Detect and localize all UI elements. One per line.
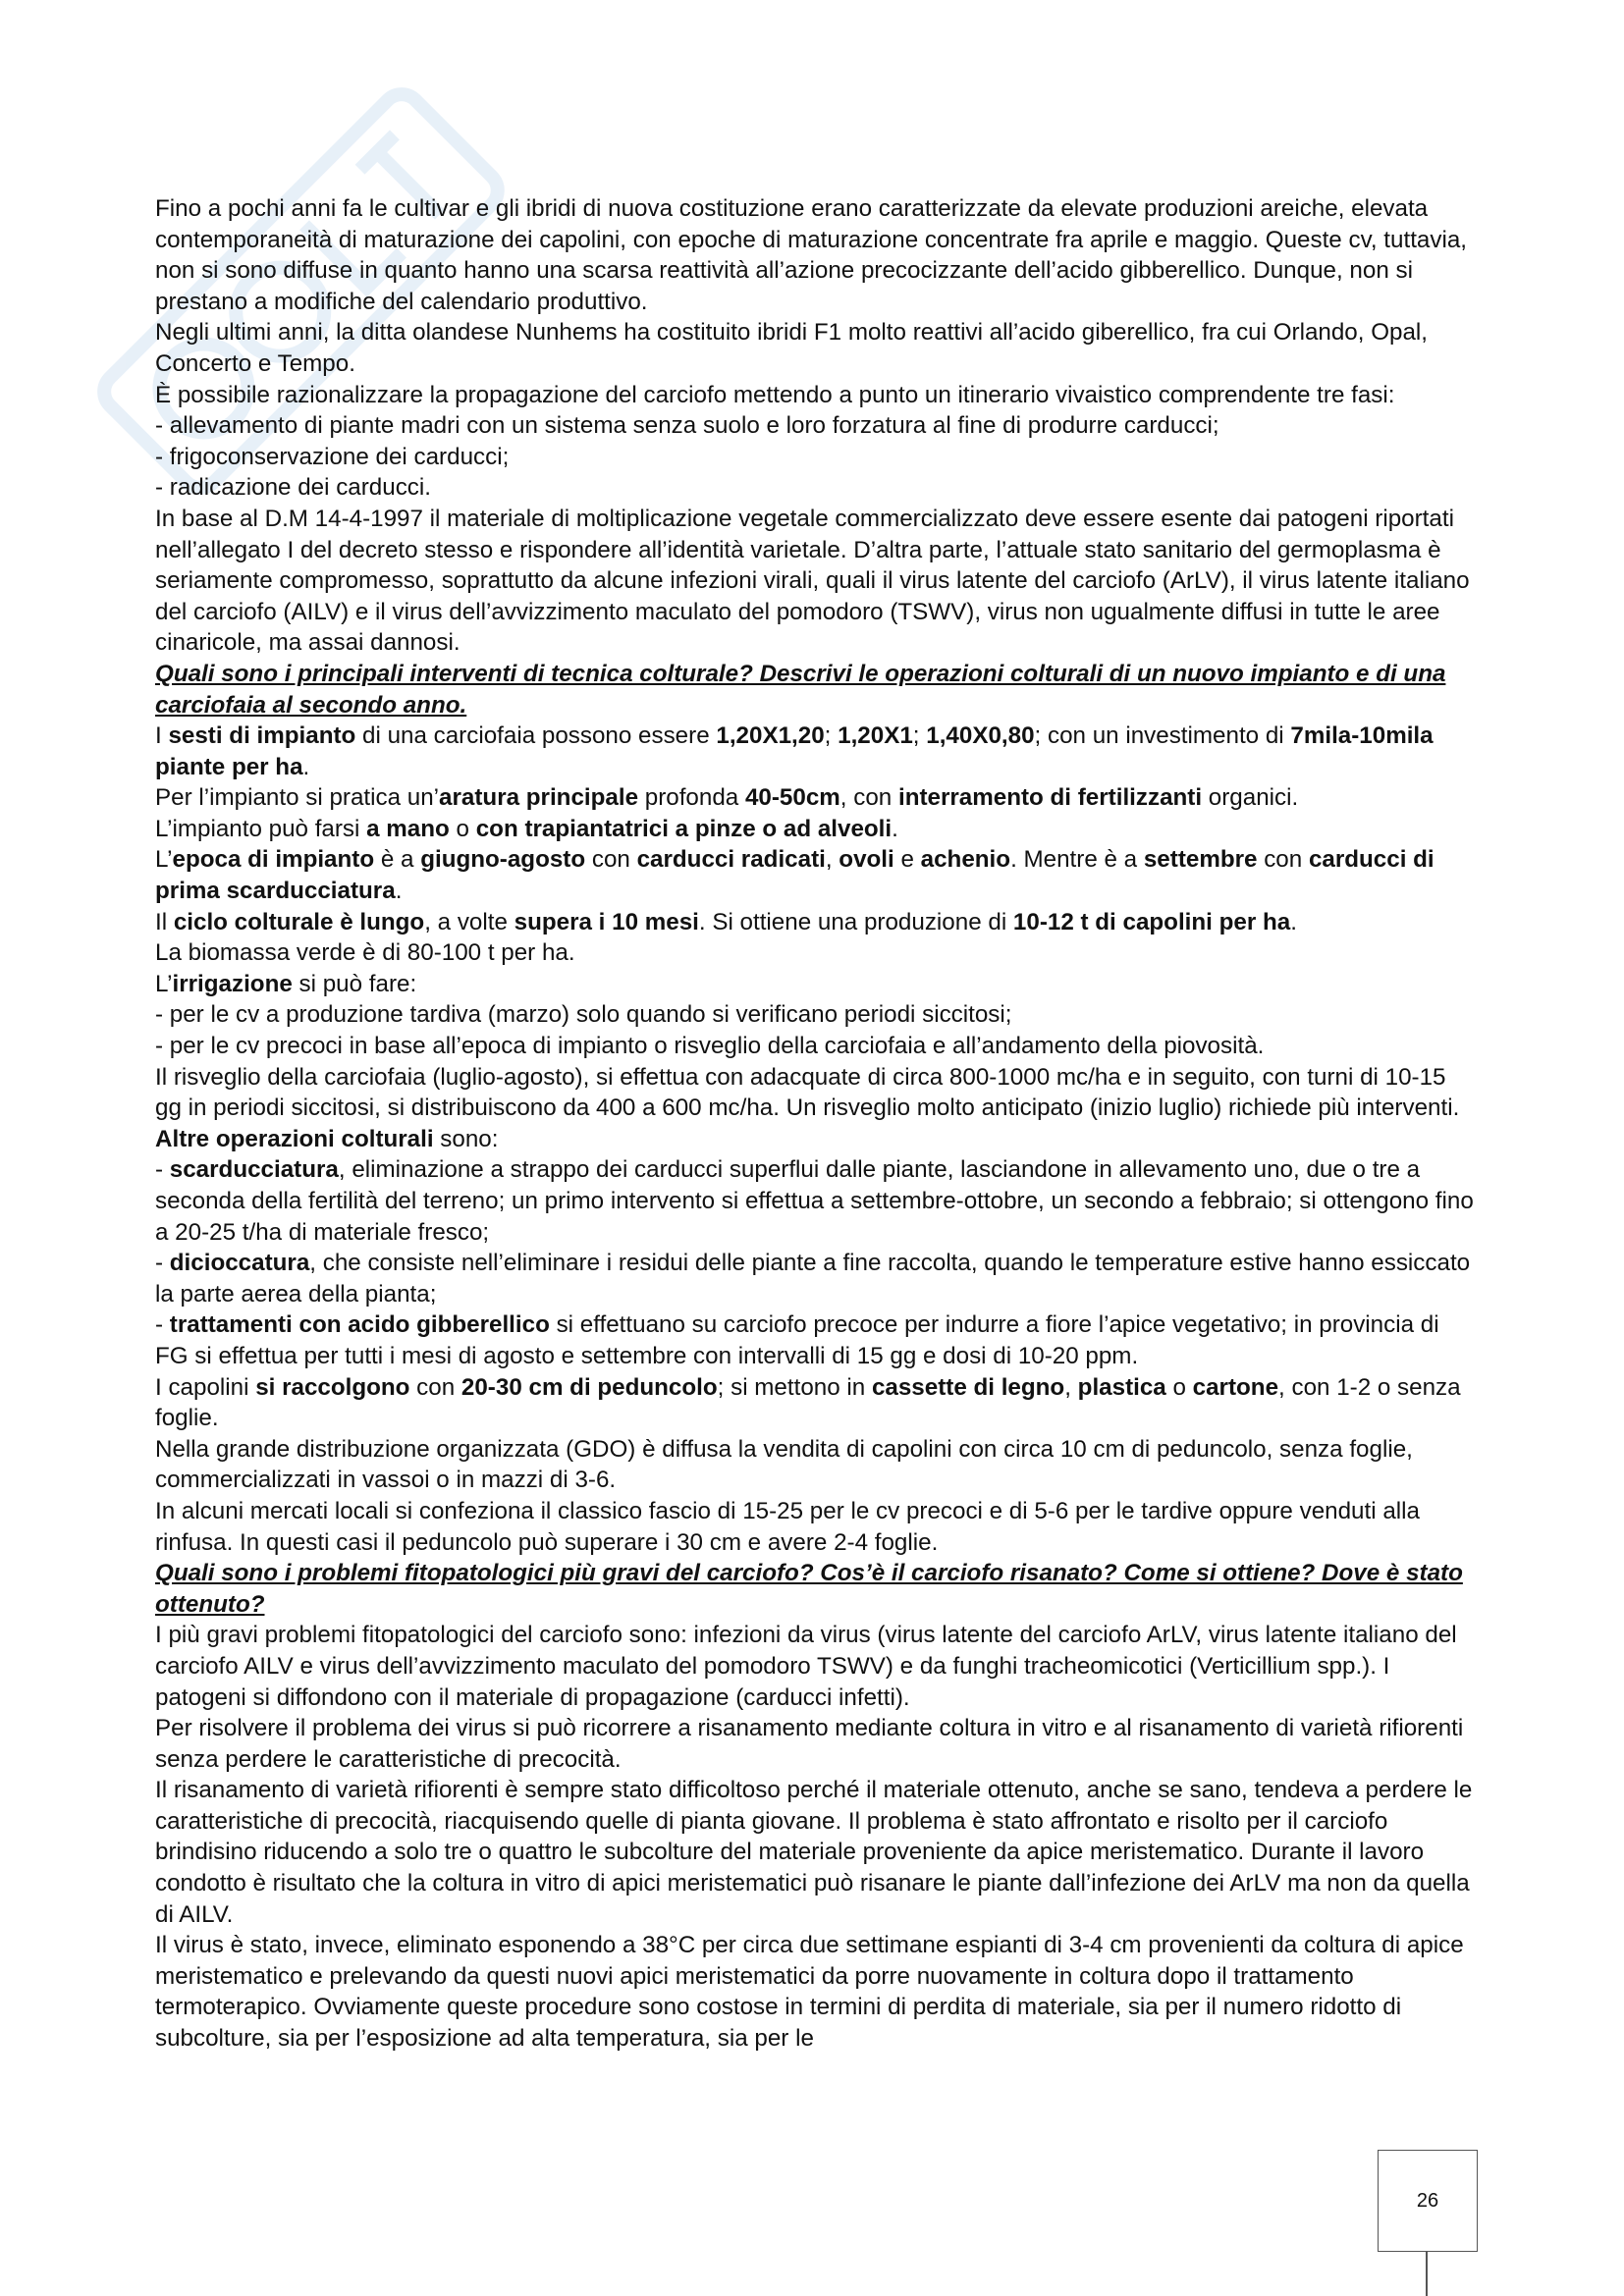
paragraph: È possibile razionalizzare la propagazione del carciofo mettendo a punto un itinerario vivaistico comprendente tre fasi: (155, 381, 1395, 408)
ciclo-paragraph: Il ciclo colturale è lungo, a volte supera i 10 mesi. Si ottiene una produzione di 10-12 t di capolini per ha. (155, 908, 1297, 935)
list-item: - scarducciatura, eliminazione a strappo dei carducci superflui dalle piante, lasciandone in allevamento uno, due o tre a seconda della fertilità del terreno; un primo intervento si effettua a settembre-ottobre, un secondo a febbraio; si ottengono fino a 20-25 t/ha di materiale fresco; (155, 1156, 1474, 1246)
sesti-paragraph: I sesti di impianto di una carciofaia possono essere 1,20X1,20; 1,20X1; 1,40X0,80; con un investimento di 7mila-10mila piante per ha. (155, 722, 1434, 780)
list-item: - allevamento di piante madri con un sistema senza suolo e loro forzatura al fine di produrre carducci; (155, 412, 1219, 440)
paragraph: Il risanamento di varietà rifiorenti è sempre stato difficoltoso perché il materiale ottenuto, anche se sano, tendeva a perdere le caratteristiche di precocità, riacquisendo quelle di pianta giovane. Il problema è stato affrontato e risolto per il carciofo brindisino riducendo a solo tre o quattro le subcolture del materiale proveniente da apice meristematico. Durante il lavoro condotto è risultato che la coltura in vitro di apici meristematici può risanare le piante dall’infezione dei ArLV ma non da quella di AILV. (155, 1777, 1473, 1928)
paragraph: Per risolvere il problema dei virus si può ricorrere a risanamento mediante coltura in vitro e al risanamento di varietà rifiorenti senza perdere le caratteristiche di precocità. (155, 1715, 1464, 1773)
list-item: - per le cv precoci in base all’epoca di impianto o risveglio della carciofaia e all’andamento della piovosità. (155, 1033, 1265, 1060)
irrigazione-paragraph: L’irrigazione si può fare: (155, 970, 417, 997)
impianto-paragraph: L’impianto può farsi a mano o con trapiantatrici a pinze o ad alveoli. (155, 815, 898, 842)
paragraph: Negli ultimi anni, la ditta olandese Nunhems ha costituito ibridi F1 molto reattivi all’acido giberellico, fra cui Orlando, Opal, Concerto e Tempo. (155, 319, 1429, 377)
page-number: 26 (1416, 2189, 1439, 2212)
altre-heading: Altre operazioni colturali sono: (155, 1125, 499, 1152)
list-item: - frigoconservazione dei carducci; (155, 443, 510, 470)
list-item: - trattamenti con acido gibberellico si effettuano su carciofo precoce per indurre a fiore l’apice vegetativo; in provincia di FG si effettua per tutti i mesi di agosto e settembre con intervalli di 15 gg e dosi di 10-20 ppm. (155, 1311, 1439, 1369)
list-item: - dicioccatura, che consiste nell’eliminare i residui delle piante a fine raccolta, quando le temperature estive hanno essiccato la parte aerea della pianta; (155, 1250, 1471, 1308)
aratura-paragraph: Per l’impianto si pratica un’aratura principale profonda 40-50cm, con interramento di fertilizzanti organici. (155, 784, 1299, 812)
paragraph: Nella grande distribuzione organizzata (GDO) è diffusa la vendita di capolini con circa 10 cm di peduncolo, senza foglie, commercializzati in vassoi o in mazzi di 3-6. (155, 1435, 1413, 1494)
list-item: - radicazione dei carducci. (155, 474, 431, 502)
question-heading: Quali sono i problemi fitopatologici più gravi del carciofo? Cos’è il carciofo risanato? Come si ottiene? Dove è stato ottenuto? (155, 1560, 1463, 1618)
capolini-paragraph: I capolini si raccolgono con 20-30 cm di peduncolo; si mettono in cassette di legno, plastica o cartone, con 1-2 o senza foglie. (155, 1373, 1461, 1432)
paragraph: Il risveglio della carciofaia (luglio-agosto), si effettua con adacquate di circa 800-1000 mc/ha e in seguito, con turni di 10-15 gg in periodi siccitosi, si distribuiscono da 400 a 600 mc/ha. Un risveglio molto anticipato (inizio luglio) richiede più interventi. (155, 1063, 1460, 1122)
paragraph: In alcuni mercati locali si confeziona il classico fascio di 15-25 per le cv precoci e di 5-6 per le tardive oppure venduti alla rinfusa. In questi casi il peduncolo può superare i 30 cm e avere 2-4 foglie. (155, 1497, 1420, 1556)
question-heading: Quali sono i principali interventi di tecnica colturale? Descrivi le operazioni colturali di un nuovo impianto e di una carciofaia al secondo anno. (155, 660, 1446, 719)
list-item: - per le cv a produzione tardiva (marzo) solo quando si verificano periodi siccitosi; (155, 1001, 1012, 1029)
paragraph: Fino a pochi anni fa le cultivar e gli ibridi di nuova costituzione erano caratterizzate da elevate produzioni areiche, elevata contemporaneità di maturazione dei capolini, con epoche di maturazione concentrate fra aprile e maggio. Queste cv, tuttavia, non si sono diffuse in quanto hanno una scarsa reattività all’azione precocizzante dell’acido gibberellico. Dunque, non si prestano a modifiche del calendario produttivo. (155, 195, 1468, 315)
paragraph: In base al D.M 14-4-1997 il materiale di moltiplicazione vegetale commercializzato deve essere esente dai patogeni riportati nell’allegato I del decreto stesso e rispondere all’identità varietale. D’altra parte, l’attuale stato sanitario del germoplasma è seriamente compromesso, soprattutto da alcune infezioni virali, quali il virus latente del carciofo (ArLV), il virus latente italiano del carciofo (AILV) e il virus dell’avvizzimento maculato del pomodoro (TSWV), virus non ugualmente diffusi in tutte le aree cinaricole, ma assai dannosi. (155, 505, 1470, 657)
paragraph: I più gravi problemi fitopatologici del carciofo sono: infezioni da virus (virus latente del carciofo ArLV, virus latente italiano del carciofo AILV e virus dell’avvizzimento maculato del pomodoro TSWV) e da funghi tracheomicotici (Verticillium spp.). I patogeni si diffondono con il materiale di propagazione (carducci infetti). (155, 1622, 1457, 1711)
epoca-paragraph: L’epoca di impianto è a giugno-agosto con carducci radicati, ovoli e achenio. Mentre è a settembre con carducci di prima scarducciatura. (155, 846, 1435, 905)
paragraph: Il virus è stato, invece, eliminato esponendo a 38°C per circa due settimane espianti di 3-4 cm provenienti da coltura di apice meristematico e prelevando da questi nuovi apici meristematici da porre nuovamente in coltura dopo il trattamento termoterapico. Ovviamente queste procedure sono costose in termini di perdita di materiale, sia per il numero ridotto di subcolture, sia per l’esposizione ad alta temperatura, sia per le (155, 1932, 1464, 2053)
paragraph: La biomassa verde è di 80-100 t per ha. (155, 939, 575, 967)
page-number-box (1378, 2150, 1478, 2252)
page-number-line (1426, 2252, 1428, 2296)
page-body (155, 193, 1476, 2055)
